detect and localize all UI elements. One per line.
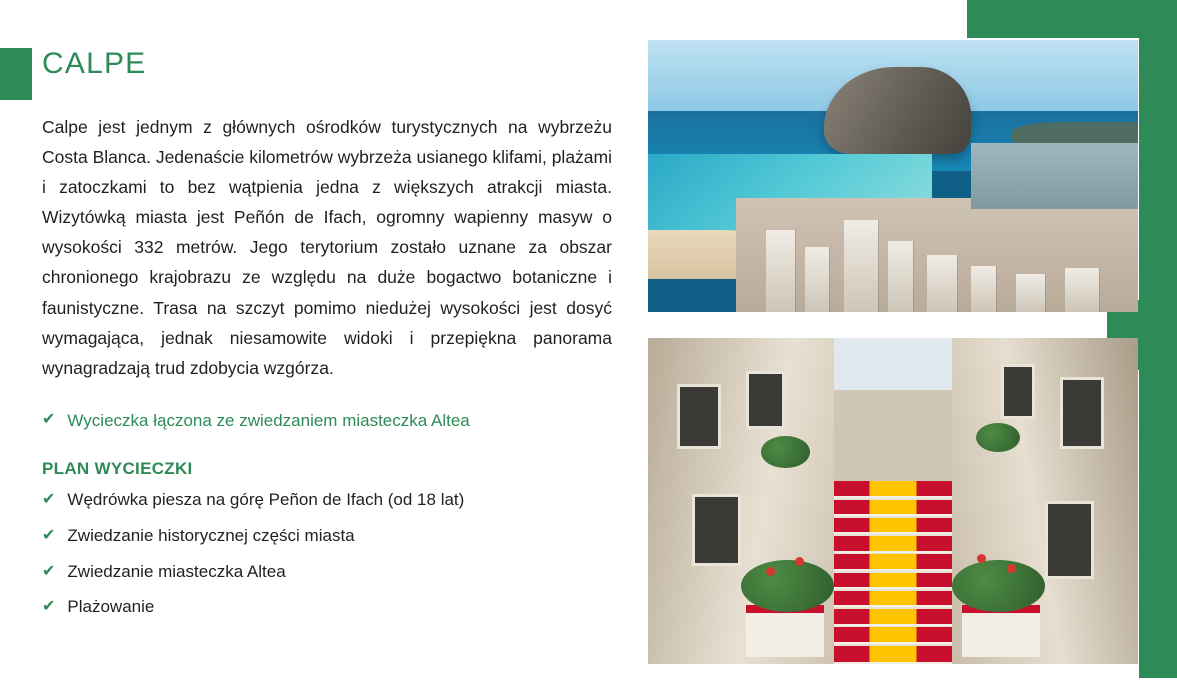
building — [927, 255, 956, 312]
calpe-stairway-spanish-flag-photo — [648, 338, 1138, 664]
flower — [766, 567, 775, 576]
building — [844, 220, 878, 312]
page-title: CALPE — [42, 47, 147, 80]
planter — [962, 605, 1040, 657]
highlight-note — [42, 409, 612, 433]
check-icon: ✔ — [42, 410, 56, 428]
window — [746, 371, 785, 430]
planter — [746, 605, 824, 657]
list-item — [42, 596, 612, 619]
step — [834, 627, 952, 643]
marina — [971, 143, 1138, 208]
body-paragraph: Calpe jest jednym z głównych ośrodków turystycznych na wybrzeżu Costa Blanca. Jedenaście kilometrów wybrzeża usianego klifami, plażami i zatoczkami to bez wątpienia jedna z większych atrakcji miasta. Wizytówką miasta jest Peñón de Ifach, ogromny wapienny masyw o wysokości 332 metrów. Jego terytorium zostało uznane za obszar chronionego krajobrazu ze względu na duże bogactwo botaniczne i faunistyczne. Trasa na szczyt pomimo niedużej wysokości jest dosyć wymagająca, jednak niesamowite widoki i przepiękna panorama wynagradzają trud zdobycia wzgórza. — [42, 117, 612, 378]
step — [834, 500, 952, 516]
check-icon: ✔ — [42, 526, 56, 544]
list-item-label: Zwiedzanie miasteczka Altea — [67, 561, 286, 581]
window — [1001, 364, 1035, 419]
window — [1045, 501, 1094, 579]
plan-section-title: PLAN WYCIECZKI — [42, 458, 193, 478]
calpe-penon-de-ifach-aerial-photo — [648, 40, 1138, 312]
building — [805, 247, 830, 312]
list-item-label: Wędrówka piesza na górę Peñon de Ifach (od 18 lat) — [67, 489, 465, 509]
flower — [1007, 564, 1016, 573]
list-item — [42, 489, 612, 512]
decoration-title-accent — [0, 48, 32, 100]
window — [677, 384, 721, 449]
flower — [977, 554, 986, 563]
list-item-label: Plażowanie — [67, 597, 155, 617]
check-icon: ✔ — [42, 490, 56, 508]
content-column — [42, 46, 612, 632]
step — [834, 646, 952, 664]
building — [766, 230, 795, 312]
building — [1016, 274, 1045, 312]
window — [692, 494, 741, 566]
step — [834, 609, 952, 625]
check-icon: ✔ — [42, 562, 56, 580]
building — [971, 266, 996, 312]
window — [1060, 377, 1104, 449]
stairway — [834, 481, 952, 664]
plant — [952, 560, 1045, 612]
check-icon: ✔ — [42, 598, 56, 616]
list-item — [42, 561, 612, 584]
photo-artwork — [648, 40, 1138, 312]
sky — [824, 338, 961, 390]
building — [888, 241, 913, 312]
building — [1065, 268, 1099, 312]
plant — [741, 560, 834, 612]
list-item-label: Zwiedzanie historycznej części miasta — [67, 525, 355, 545]
step — [834, 518, 952, 534]
step — [834, 481, 952, 497]
highlight-note-text: Wycieczka łączona ze zwiedzaniem miasteczka Altea — [67, 410, 470, 430]
plan-list — [42, 489, 612, 620]
photo-artwork — [648, 338, 1138, 664]
plant — [761, 436, 810, 469]
step — [834, 591, 952, 607]
decoration-bottom-strip — [927, 678, 1177, 698]
step — [834, 554, 952, 570]
decoration-right-band — [1139, 0, 1177, 340]
step — [834, 573, 952, 589]
list-item — [42, 525, 612, 548]
step — [834, 536, 952, 552]
decoration-bottom-right-band — [1139, 338, 1177, 698]
